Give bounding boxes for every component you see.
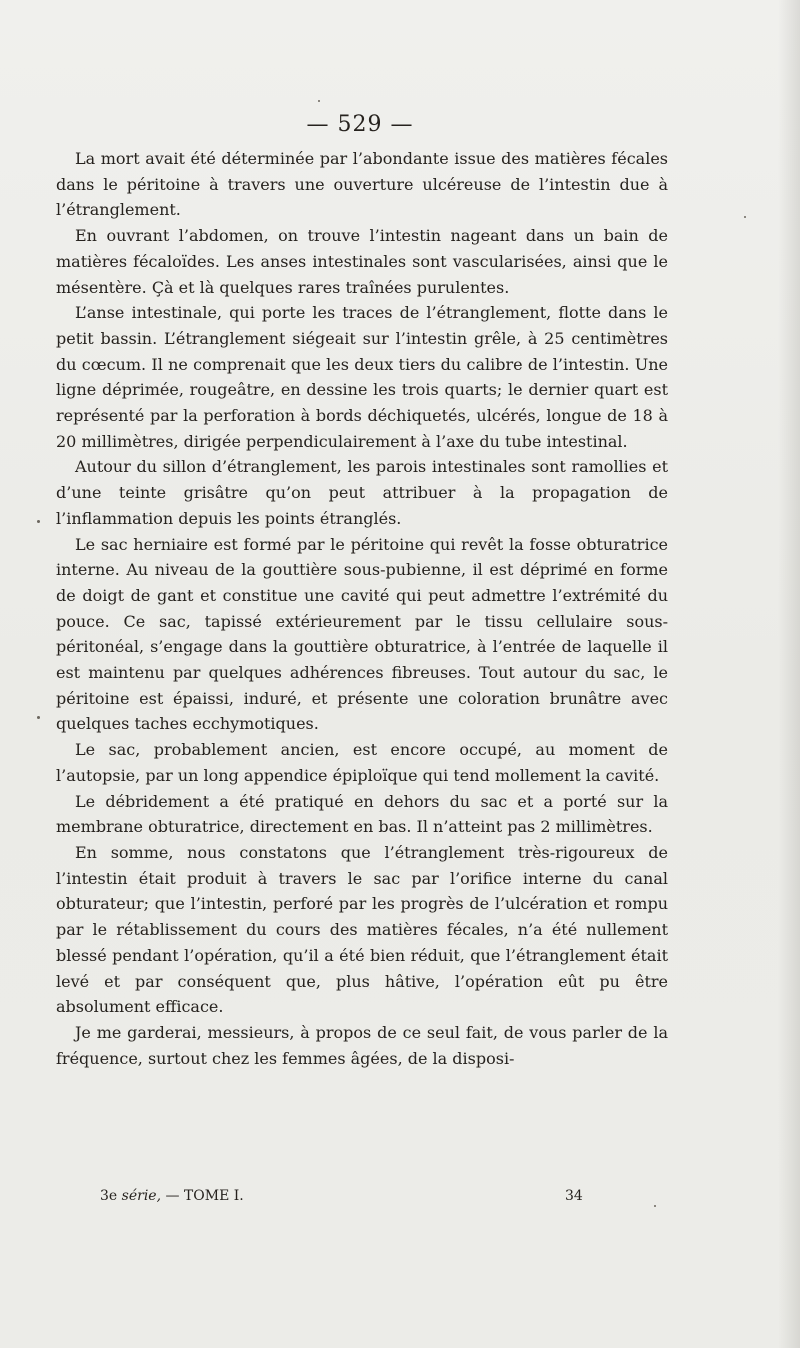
- series-ordinal: 3e: [100, 1188, 118, 1204]
- signature-mark: 34: [565, 1188, 583, 1204]
- paragraph: En somme, nous constatons que l’étranglement très-rigoureux de l’intestin était produit à travers le sac par l’orifice interne du canal obturateur; que l’intestin, perforé par les progrès de l’ulcération et rompu par le rétablissement du cours des matières fécales, n’a été nullement blessé pendant l’opération, qu’il a été bien réduit, que l’étranglement était levé et par conséquent que, plus hâtive, l’opération eût pu être absolument efficace.: [56, 842, 668, 1017]
- paragraph: La mort avait été déterminée par l’abondante issue des matières fécales dans le péritoine à travers une ouverture ulcéreuse de l’intestin due à l’étranglement.: [56, 149, 668, 220]
- body-text: [56, 146, 668, 1071]
- ink-speck: [37, 716, 40, 719]
- series-word: série,: [121, 1188, 162, 1204]
- paragraph: L’anse intestinale, qui porte les traces de l’étranglement, flotte dans le petit bassin. L’étranglement siégeait sur l’intestin grêle, à 25 centimètres du cœcum. Il ne comprenait que les deux tiers du calibre de l’intestin. Une ligne déprimée, rougeâtre, en dessine les trois quarts; le dernier quart est représenté par la perforation à bords déchiquetés, ulcérés, longue de 18 à 20 millimètres, dirigée perpendiculairement à l’axe du tube intestinal.: [56, 303, 668, 451]
- page-number: — 529 —: [306, 112, 414, 137]
- paragraph: En ouvrant l’abdomen, on trouve l’intestin nageant dans un bain de matières fécaloïdes. Les anses intestinales sont vascularisées, ainsi que le mésentère. Çà et là quelques rares traînées purulentes.: [56, 226, 668, 297]
- paragraph: Le sac, probablement ancien, est encore occupé, au moment de l’autopsie, par un long appendice épiploïque qui tend mollement la cavité.: [56, 740, 668, 785]
- page-edge-shadow: [778, 0, 800, 1348]
- paragraph: Le sac herniaire est formé par le péritoine qui revêt la fosse obturatrice interne. Au niveau de la gouttière sous-pubienne, il est déprimé en forme de doigt de gant et constitue une cavité qui peut admettre l’extrémité du pouce. Ce sac, tapissé extérieurement par le tissu cellulaire sous-péritonéal, s’engage dans la gouttière obturatrice, à l’entrée de laquelle il est maintenu par quelques adhérences fibreuses. Tout autour du sac, le péritoine est épaissi, induré, et présente une coloration brunâtre avec quelques taches ecchymotiques.: [56, 534, 668, 734]
- paragraph: Je me garderai, messieurs, à propos de ce seul fait, de vous parler de la fréquence, surtout chez les femmes âgées, de la disposi-: [56, 1022, 668, 1068]
- ink-speck: [37, 520, 40, 523]
- ink-speck: [318, 100, 320, 102]
- ink-speck: [744, 216, 746, 218]
- series-volume-label: [100, 1188, 244, 1204]
- page-footer: [100, 1188, 600, 1210]
- paragraph: Le débridement a été pratiqué en dehors du sac et a porté sur la membrane obturatrice, directement en bas. Il n’atteint pas 2 millimètres.: [56, 791, 668, 837]
- ink-speck: [654, 1205, 656, 1207]
- volume-label: — TOME I.: [165, 1188, 244, 1204]
- paragraph: Autour du sillon d’étranglement, les parois intestinales sont ramollies et d’une teinte grisâtre qu’on peut attribuer à la propagation de l’inflammation depuis les points étranglés.: [56, 457, 668, 528]
